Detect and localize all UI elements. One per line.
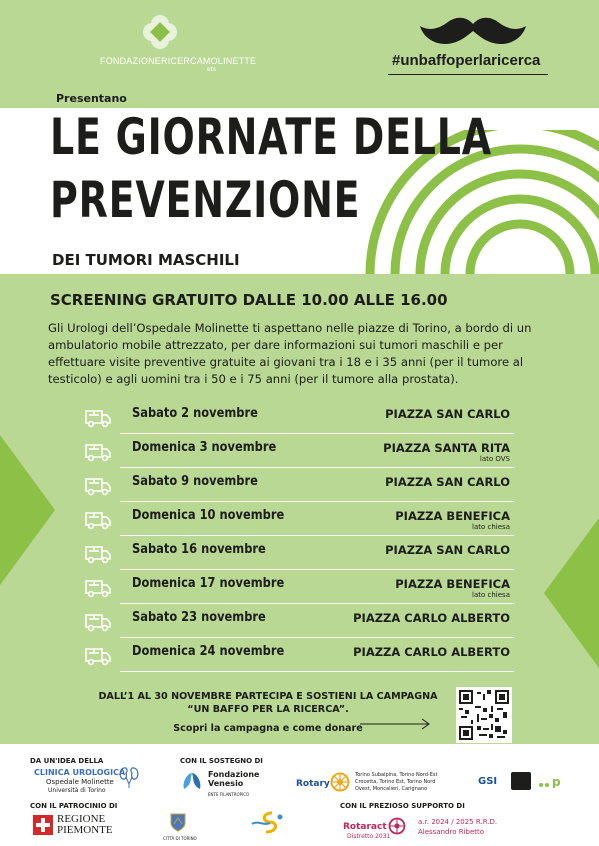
citta-di-torino: CITTÀ DI TORINO	[163, 836, 197, 841]
support-label: CON IL SOSTEGNO DI	[180, 757, 263, 765]
screening-intro: Gli Urologi dell’Ospedale Molinette ti aspettano nelle piazze di Torino, a bordo di un ambulatorio mobile attrezzato, per dare informazioni sui tumori maschili e per effettuare visite preventive gratuite ai giovani tra i 18 e i 35 anni (per il tumore al testicolo) e agli uomini tra i 50 e i 75 anni (per il tumore alla prostata).	[48, 321, 532, 386]
date-row	[84, 606, 514, 640]
fondazione-logo	[100, 14, 257, 79]
van-icon	[84, 646, 112, 670]
row-divider	[120, 603, 514, 604]
date-day: Domenica 24 novembre	[132, 644, 285, 659]
date-place: PIAZZA BENEFICA	[395, 577, 510, 591]
date-day: Domenica 3 novembre	[132, 440, 277, 455]
precious-support-label: CON IL PREZIOSO SUPPORTO DI	[340, 802, 465, 810]
row-divider	[120, 467, 514, 468]
row-divider	[120, 569, 514, 570]
van-icon	[84, 442, 112, 466]
fondazione-logo-icon	[142, 14, 178, 50]
presentano-label: Presentano	[56, 92, 127, 105]
date-row	[84, 538, 514, 572]
right-triangle-decoration	[544, 518, 599, 668]
regione-line-2: PIEMONTE	[57, 824, 113, 836]
org-name: FONDAZIONERICERCAMOLINETTE	[100, 56, 257, 66]
date-place: PIAZZA SAN CARLO	[385, 407, 510, 421]
date-row	[84, 504, 514, 538]
date-day: Sabato 2 novembre	[132, 406, 258, 421]
van-icon	[84, 612, 112, 636]
clinic-sub-2: Università di Torino	[48, 787, 106, 794]
moustache-icon	[418, 14, 528, 50]
hashtag-underline	[388, 74, 548, 75]
qr-code[interactable]	[456, 687, 512, 743]
title-line-1: LE GIORNATE DELLA	[50, 108, 492, 166]
van-icon	[84, 476, 112, 500]
date-place: PIAZZA SAN CARLO	[385, 475, 510, 489]
date-day: Sabato 23 novembre	[132, 610, 266, 625]
rotary-name: Rotary	[296, 779, 330, 789]
date-place-note: lato chiesa	[472, 523, 510, 531]
van-icon	[84, 510, 112, 534]
torino-crest-icon	[170, 812, 186, 832]
van-icon	[84, 578, 112, 602]
rotary-wheel-icon	[330, 772, 350, 792]
screening-heading: SCREENING GRATUITO DALLE 10.00 ALLE 16.00	[50, 291, 448, 309]
row-divider	[120, 501, 514, 502]
svg-text:p: p	[552, 775, 561, 788]
venesio-name-2: Venesio	[208, 779, 244, 788]
venesio-sub: ENTE FILANTROPICO	[208, 792, 250, 797]
date-place: PIAZZA SAN CARLO	[385, 543, 510, 557]
date-row	[84, 572, 514, 606]
partner-dots-logo	[538, 774, 564, 788]
date-place-note: lato OVS	[479, 455, 510, 463]
row-divider	[120, 637, 514, 638]
rotaract-person: Alessandro Ribetto	[418, 828, 485, 836]
date-place-note: lato chiesa	[472, 591, 510, 599]
gsi-logo: GSI	[478, 776, 498, 787]
venesio-logo-icon	[180, 769, 204, 793]
van-icon	[84, 408, 112, 432]
gsi-s-logo	[511, 772, 531, 790]
rotary-clubs-2: Crocetta, Torino Est, Torino Nord	[355, 779, 436, 785]
rotary-clubs-1: Torino Subalpina, Torino Nord-Est	[355, 772, 438, 778]
title-subtitle: DEI TUMORI MASCHILI	[52, 251, 240, 269]
arrow-right-icon	[360, 718, 432, 730]
clinic-sub-1: Ospedale Molinette	[46, 778, 114, 786]
date-row	[84, 402, 514, 436]
kidney-icon	[118, 766, 140, 790]
date-row	[84, 640, 514, 674]
rotaract-name: Rotaract	[343, 822, 387, 832]
date-row	[84, 436, 514, 470]
partner-s-logo-icon	[244, 810, 296, 836]
cta-line-1: DALL’1 AL 30 NOVEMBRE PARTECIPA E SOSTIENI LA CAMPAGNA “UN BAFFO PER LA RICERCA”.	[98, 691, 438, 715]
date-place: PIAZZA SANTA RITA	[383, 441, 510, 455]
van-icon	[84, 544, 112, 568]
left-triangle-decoration	[0, 435, 55, 585]
date-place: PIAZZA BENEFICA	[395, 509, 510, 523]
date-day: Sabato 9 novembre	[132, 474, 258, 489]
regione-line-1: REGIONE	[57, 813, 106, 825]
date-day: Domenica 10 novembre	[132, 508, 285, 523]
clinic-name: CLINICA UROLOGICA	[34, 768, 126, 777]
regione-flag-icon	[33, 815, 53, 835]
date-day: Domenica 17 novembre	[132, 576, 285, 591]
date-place: PIAZZA CARLO ALBERTO	[353, 611, 510, 625]
rotaract-year: a.r. 2024 / 2025 R.R.D.	[418, 818, 498, 826]
row-divider	[120, 535, 514, 536]
date-row	[84, 470, 514, 504]
title-line-2: PREVENZIONE	[50, 171, 361, 229]
venesio-name-1: Fondazione	[208, 770, 260, 779]
row-divider	[120, 671, 514, 672]
row-divider	[120, 433, 514, 434]
cta-line-2[interactable]: Scopri la campagna e come donare	[173, 723, 363, 734]
date-place: PIAZZA CARLO ALBERTO	[353, 645, 510, 659]
idea-label: DA UN'IDEA DELLA	[30, 757, 104, 765]
rotary-clubs-3: Ovest, Moncalieri, Carignano	[355, 786, 428, 792]
rotaract-district: Distretto 2031	[347, 833, 391, 840]
patronage-label: CON IL PATROCINIO DI	[30, 802, 118, 810]
rotaract-wheel-icon	[388, 817, 406, 835]
hashtag: #unbaffoperlaricerca	[392, 52, 541, 69]
org-suffix: ets	[206, 66, 216, 73]
dates-list	[84, 402, 514, 674]
date-day: Sabato 16 novembre	[132, 542, 266, 557]
